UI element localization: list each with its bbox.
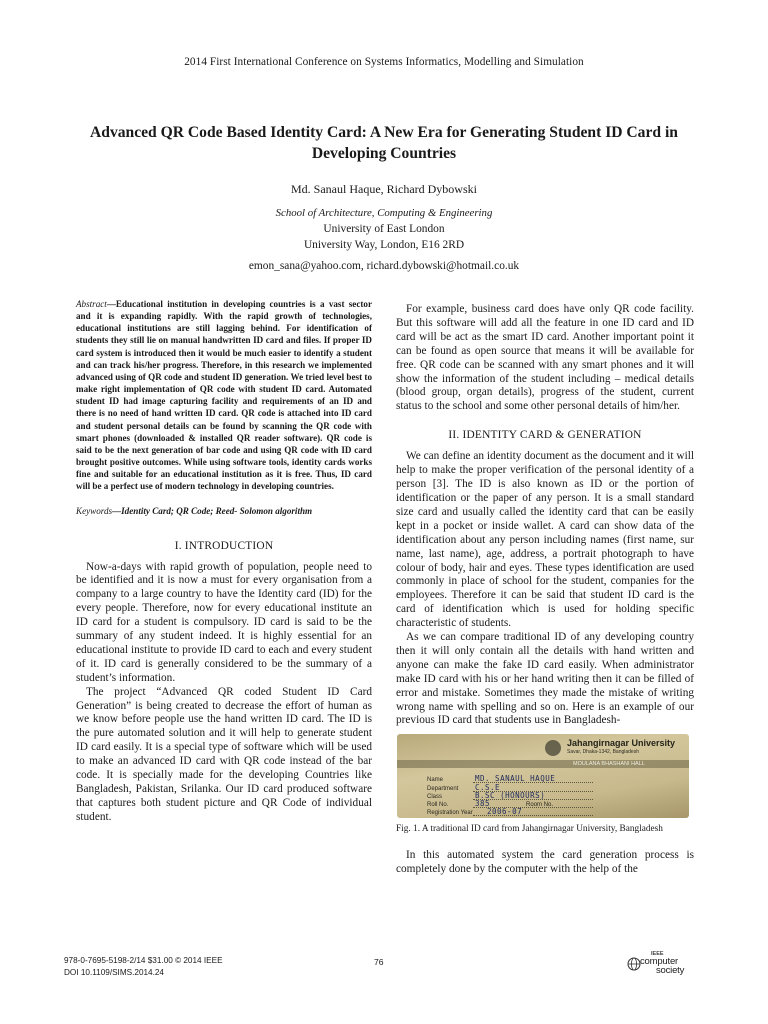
card-label: Department xyxy=(427,786,459,793)
card-value: C.S.E xyxy=(475,783,501,793)
paper-title: Advanced QR Code Based Identity Card: A New Era for Generating Student ID Card in Developing Countries xyxy=(90,124,678,162)
keywords-lead: Keywords xyxy=(76,505,113,516)
card-label: Roll No. xyxy=(427,802,449,809)
card-value: 2006-07 xyxy=(487,807,523,817)
abstract xyxy=(76,298,372,493)
university-logo-icon xyxy=(545,740,561,756)
affiliation-address: University Way, London, E16 2RD xyxy=(303,239,465,251)
right-paragraph-1: For example, business card does have only QR code facility. But this software will add all the feature in one ID card and ID card will be act as the smart ID card. Another important point it can be found as open source that means it will be available for free. QR code can be scanned with any smart phones and it will show the information of the student including – medical details (blood group, organ details), progress of the student, current status to the school and some other personal details of him/her. xyxy=(396,303,694,413)
left-column xyxy=(76,298,372,825)
computer-society-globe-icon xyxy=(627,957,641,971)
section-heading-identity-card: II. IDENTITY CARD & GENERATION xyxy=(448,429,642,442)
intro-paragraph-1: Now-a-days with rapid growth of population, people need to be identified and it is now a must for every organisation from a company to a large country to have the Identity card (ID) for the every people. Therefore, now for every educational institute an ID card for a student is compulsory. ID card is said to be the summary of any student indeed. It is highly essential for an educational institute to provide ID card to each and every student of it. ID card is generally considered to be the summary of a student’s information. xyxy=(76,560,372,684)
abstract-text: —Educational institution in developing countries is a vast sector and it is expanding rapidly. With the rapid growth of technologies, educational institutions are still lagging behind. For identification of students they still lie on manual handwritten ID card and files. If proper ID card system is introduced then it would be much easier to identify a student and can track his/her progress. Therefore, in this research we implemented advanced using of QR code and student ID generation. We tried level best to make right implementation of QR code with student ID card. Automated student ID had image capturing facility and requirements of an ID and there is no need of hand written ID card. QR code is attached into ID card and student personal details can be found by scanning the QR code with smart phones (downloaded & installed QR reader software). QR code is said to be the next generation of bar code and using QR code with ID card brought positive outcomes. While using software tools, identity cards works fine and suitable for an educational institution as it is free. Thus, ID card will be a perfect use of modern technology in developing countries. xyxy=(76,299,372,492)
card-university-address: Savar, Dhaka-1342, Bangladesh xyxy=(567,749,639,756)
card-dotted-line xyxy=(473,782,593,783)
logo-ieee-text: IEEE xyxy=(651,951,664,957)
figure-caption: Fig. 1. A traditional ID card from Jahangirnagar University, Bangladesh xyxy=(396,824,663,835)
card-value: 385 xyxy=(475,799,491,809)
affiliation-university: University of East London xyxy=(323,223,445,235)
automated-system-paragraph: In this automated system the card generation process is completely done by the computer with the help of the xyxy=(396,849,694,876)
card-dotted-line xyxy=(473,799,593,800)
affiliation-school: School of Architecture, Computing & Engineering xyxy=(275,207,493,219)
card-dotted-line xyxy=(473,791,593,792)
abstract-lead: Abstract xyxy=(76,299,107,309)
card-dotted-line xyxy=(473,815,593,816)
identity-paragraph-2: As we can compare traditional ID of any developing country then it will only contain all the details with hand written and anyone can make the fake ID card easily. When administrator make ID card with his or her hand writing then it can be filled of error and mistake. Sometimes they made the mistake of writing wrong name with spelling and so on. Here is an example of our previous ID card that students use in Bangladesh- xyxy=(396,631,694,727)
right-column xyxy=(396,298,694,877)
card-label: Registration Year xyxy=(427,810,473,817)
card-hall-band xyxy=(397,760,689,768)
footer-isbn: 978-0-7695-5198-2/14 $31.00 © 2014 IEEE xyxy=(64,956,223,965)
card-university-name: Jahangirnagar University xyxy=(567,738,676,749)
card-room-label: Room No. xyxy=(526,802,554,809)
authors: Md. Sanaul Haque, Richard Dybowski xyxy=(291,182,477,196)
card-value: B.SC (HONOURS) xyxy=(475,791,546,801)
card-value: MD. SANAUL HAQUE xyxy=(475,774,556,784)
keywords xyxy=(76,505,372,517)
card-hall-name: MOULANA BHASHANI HALL xyxy=(573,761,645,768)
footer-publication-info xyxy=(64,955,223,979)
logo-computer-text: computer xyxy=(640,956,679,967)
ieee-computer-society-logo xyxy=(627,951,707,981)
author-emails: emon_sana@yahoo.com, richard.dybowski@hotmail.co.uk xyxy=(248,260,520,272)
identity-paragraph-1: We can define an identity document as the document and it will help to make the proper verification of the personal identity of a person [3]. The ID is also known as ID or the portion of identification or the paper of any person. It is a small standard size card and usually called the identity card that can be easily kept in a pocket or inside wallet. A card can show data of the identification about any person including names (first name, sur name, last name), age, address, a portrait photograph to have colour of body, hair and eyes. These types identification are used commonly in place of school for the student, companies for the employees. Therefore it can be said that student ID card is the card of identification which is used for holding specific characteristic of students. xyxy=(396,450,694,630)
intro-paragraph-2: The project “Advanced QR coded Student ID Card Generation” is being created to decrease the effort of human as we know before people use the hand written ID card. The ID is the pure automated solution and it will help to generate student ID card easily. It is a special type of software which will be used to make an advanced ID card with QR code instead of the bar code. It is specially made for the developing Countries like Bangladesh, Pakistan, Srilanka. Our ID card produced software that captures both student picture and QR Code of individual student. xyxy=(76,685,372,823)
logo-society-text: society xyxy=(656,965,685,976)
footer-doi: DOI 10.1109/SIMS.2014.24 xyxy=(64,968,164,977)
page-number: 76 xyxy=(374,957,384,967)
card-label: Name xyxy=(427,777,444,784)
figure-id-card-photo xyxy=(397,734,689,818)
keywords-text: —Identity Card; QR Code; Reed- Solomon algorithm xyxy=(112,505,313,516)
card-label: Class xyxy=(427,794,443,801)
conference-header: 2014 First International Conference on Systems Informatics, Modelling and Simulation xyxy=(184,56,584,68)
card-dotted-line xyxy=(473,807,593,808)
section-heading-introduction: I. INTRODUCTION xyxy=(174,539,274,552)
